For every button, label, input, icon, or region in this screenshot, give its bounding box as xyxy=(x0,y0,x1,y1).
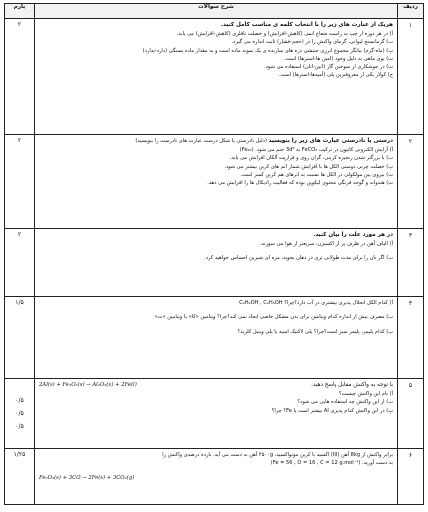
question-line: ت) نیروی بین مولکولی در الکل ها نسبت به اترهای هم کربن کمتر است. xyxy=(240,171,393,178)
question-line: به دست آورید. (Fe = 56 , O = 16 , C = 12 g.mol⁻¹) xyxy=(270,460,393,467)
question-line: ب) با بزرگتر شدن زنجیره کربنی، گران روی و فراریت آلکان افزایش می یابد. xyxy=(229,155,393,162)
question-score xyxy=(5,379,35,449)
question-score: ۱/۲۵ xyxy=(5,449,35,505)
header-score: بارم xyxy=(5,4,35,19)
question-number: ۳ xyxy=(398,229,424,297)
question-line: پ) خصلت چربی دوستی الکل ها با افزایش شمار اتم های کربن بیشتر می شود. xyxy=(224,163,393,170)
question-title: هریک از عبارت های زیر را با انتخاب کلمه ی مناسب کامل کنید. xyxy=(220,22,393,28)
question-line: ب) اگر نان را برای مدت طولانی تری در دهان بجوید، مزه ای شیرین احساس خواهید کرد. xyxy=(204,255,393,262)
question-number: ۶ xyxy=(398,449,424,505)
score-part: ۰/۵ xyxy=(15,423,24,430)
question-number: ۴ xyxy=(398,297,424,379)
header-row-number: ردیف xyxy=(398,4,424,19)
question-line: آ) نام این واکنش چیست؟ xyxy=(339,391,393,398)
question-line: آ) آرایش الکترونی کاتیون در ترکیب FeCO₃ به 3d⁶ ختم می شود. (Fe₂₆) xyxy=(239,147,393,154)
question-row xyxy=(5,19,424,135)
question-line: ث) هندوانه و گوجه فرنگی محتوی لیکوپن بوده که فعالیت رادیکال ها را افزایش می دهد. xyxy=(207,180,393,187)
question-body xyxy=(35,19,398,135)
question-title: در هر مورد علت را بیان کنید. xyxy=(313,232,393,238)
question-line: ب) گرمانسنج لیوانی، گرمای واکنش را در (حجم-فشار) ثابت اندازه می گیرد. xyxy=(231,39,393,46)
question-score: ۲ xyxy=(5,135,35,229)
question-row xyxy=(5,449,424,505)
question-line: پ) (ماه-گرم) بیانگر مجموع انرژی جنبشی ذره های سازنده ی یک نمونه ماده است و به مقدار ماده بستگی (دارد-ندارد) xyxy=(142,47,393,54)
question-title-note: (دلیل نادرستی یا شکل درست عبارت های نادرست را بنویسید) xyxy=(135,138,267,144)
question-body xyxy=(35,229,398,297)
question-row xyxy=(5,229,424,297)
question-line: ب) مصرف بیش از اندازه کدام ویتامین برای بدن مشکل خاصی ایجاد نمی کند؟چرا؟ ویتامین «کا» یا ویتامین «ث» xyxy=(154,314,393,321)
question-score: ۲ xyxy=(5,19,35,135)
score-part: ۰/۵ xyxy=(15,410,24,417)
question-row xyxy=(5,379,424,449)
question-line: آ) کدام الکل انحلال پذیری بیشتری در آب دارد؟چرا؟ C₄H₉OH , C₂H₅OH xyxy=(239,300,393,306)
question-number: ۲ xyxy=(398,135,424,229)
question-body xyxy=(35,449,398,505)
question-line: پ) در این واکنش کدام پذیری Al بیشتر است یا Fe؟ چرا؟ xyxy=(271,407,393,414)
question-body xyxy=(35,135,398,229)
question-line: آ) الیاف آهن در ظرف پر از اکسیژن، سریعتر از هوا می سوزند. xyxy=(259,241,393,248)
question-body xyxy=(35,379,398,449)
header-description: شرح سوالات xyxy=(35,4,398,19)
question-line: برابر واکنش از 8kg آهن (III) اکسید با کربن مونواکسید، ۴۵۰۰g آهن به دست می آید. بازده درصدی واکنش را xyxy=(162,452,393,458)
reaction-equation: 2Al(s) + Fe₂O₃(s) → Al₂O₃(s) + 2Fe(l) xyxy=(39,382,137,388)
question-title: درستی یا نادرستی عبارت های زیر را بنویسید xyxy=(268,138,393,144)
question-line: پ) کدام پلیمر، پلیمر سبز است؟چرا؟ پلی لاکتیک اسید یا پلی وینیل کلرید؟ xyxy=(237,328,393,335)
question-score: ۱/۵ xyxy=(5,297,35,379)
question-title: با توجه به واکنش مقابل پاسخ دهید. xyxy=(311,382,393,388)
question-number: ۱ xyxy=(398,19,424,135)
question-line: ب) از این واکنش چه استفاده هایی می شود؟ xyxy=(297,399,393,406)
question-line: ث) در جوشکاری از سوختن گاز (اتین-اتان) استفاده می شود. xyxy=(264,64,393,71)
reaction-equation: Fe₂O₃(s) + 3CO → 2Fe(s) + 3CO₂(g) xyxy=(39,474,135,481)
question-line: ج) کولار یکی از معروفترین پلی (آمیدها-استرها) است. xyxy=(278,72,393,79)
question-score: ۲ xyxy=(5,229,35,297)
question-row xyxy=(5,135,424,229)
question-number: ۵ xyxy=(398,379,424,449)
question-row xyxy=(5,297,424,379)
score-part: ۰/۵ xyxy=(15,397,24,404)
question-line: ت) بوی ماهی به دلیل وجود (امین ها-استرها) است. xyxy=(283,55,393,62)
table-header xyxy=(5,4,424,19)
exam-table xyxy=(4,3,424,505)
question-body xyxy=(35,297,398,379)
question-line: آ) در هر دوره از چپ به راست شعاع اتمی (کاهش-افزایش) و خصلت نافلزی (کاهش-افزایش) می یابد. xyxy=(176,31,393,38)
